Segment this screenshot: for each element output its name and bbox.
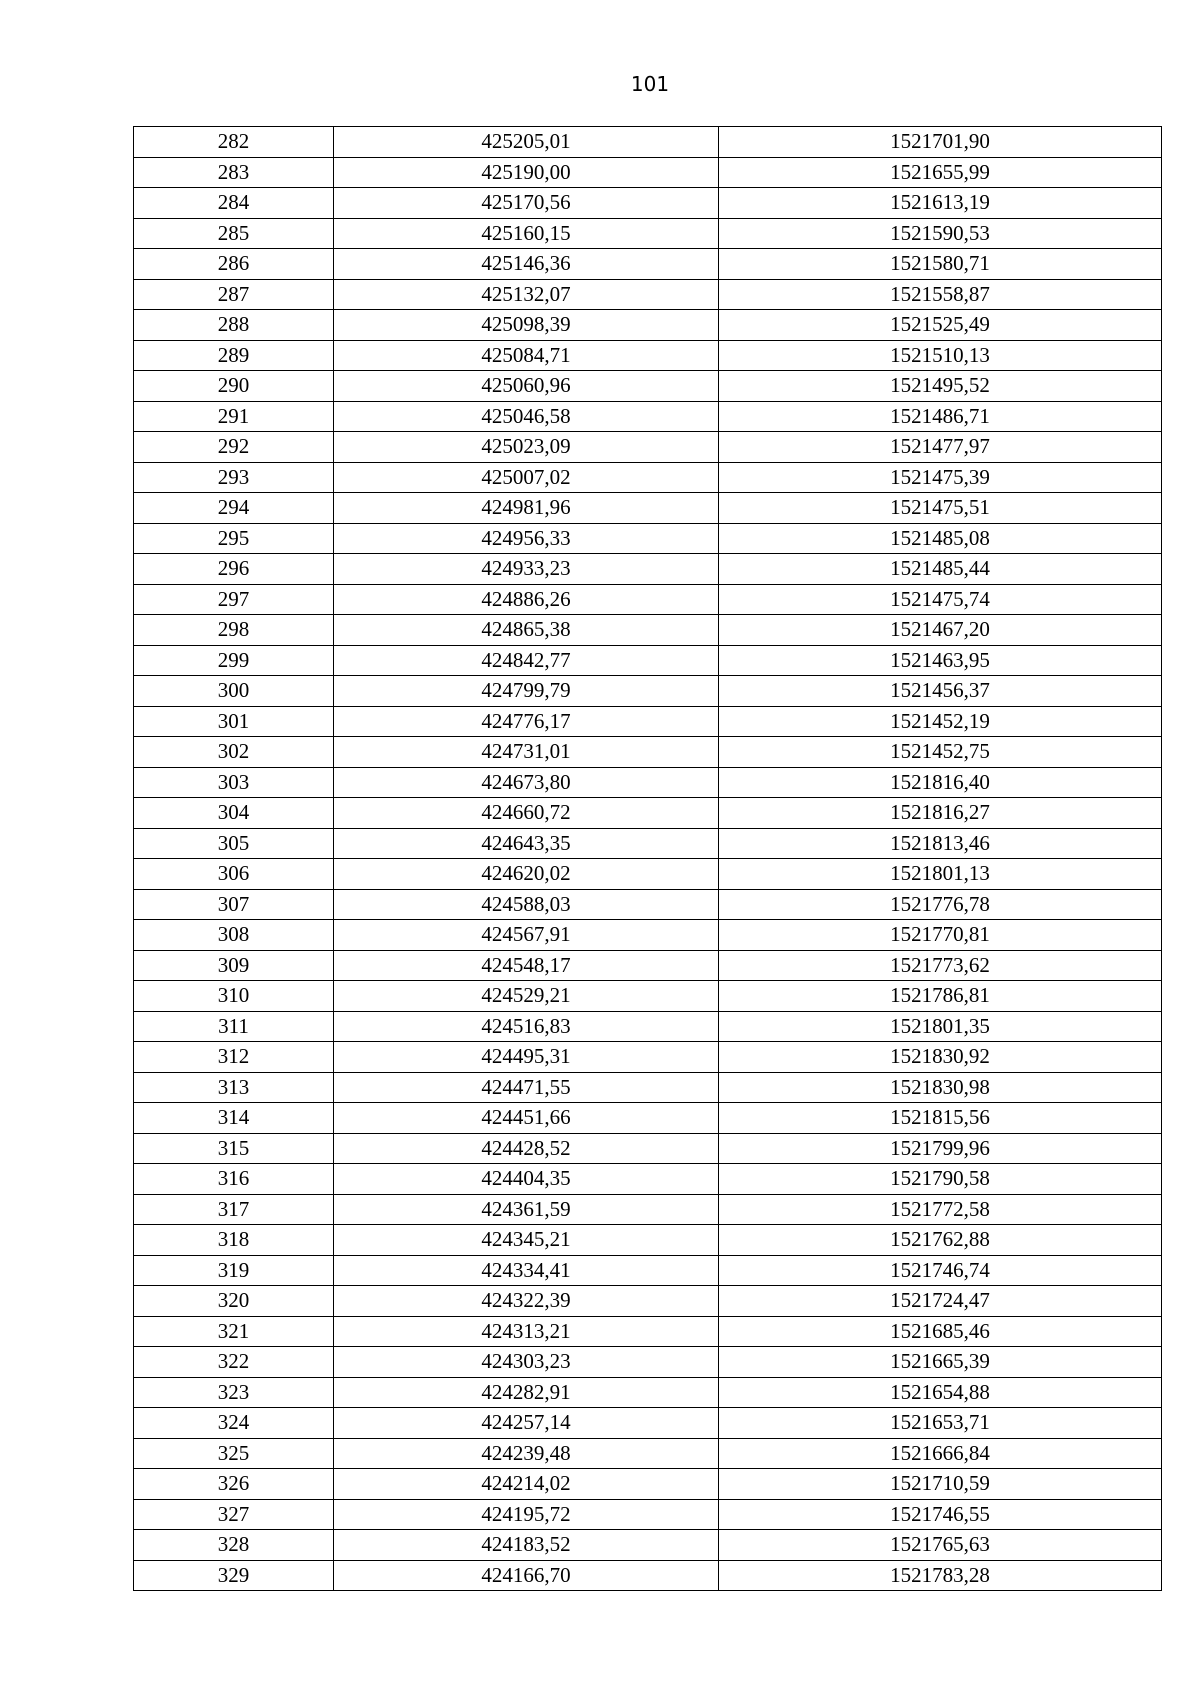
point-number-cell: 327 <box>134 1499 334 1530</box>
y-coordinate-cell: 1521475,74 <box>719 584 1162 615</box>
y-coordinate-cell: 1521813,46 <box>719 828 1162 859</box>
y-coordinate-cell: 1521463,95 <box>719 645 1162 676</box>
y-coordinate-cell: 1521666,84 <box>719 1438 1162 1469</box>
y-coordinate-cell: 1521776,78 <box>719 889 1162 920</box>
x-coordinate-cell: 425046,58 <box>334 401 719 432</box>
table-row <box>134 1103 1162 1134</box>
point-number-cell: 284 <box>134 188 334 219</box>
table-row <box>134 737 1162 768</box>
table-row <box>134 127 1162 158</box>
y-coordinate-cell: 1521773,62 <box>719 950 1162 981</box>
point-number-cell: 282 <box>134 127 334 158</box>
table-row <box>134 1225 1162 1256</box>
point-number-cell: 328 <box>134 1530 334 1561</box>
y-coordinate-cell: 1521665,39 <box>719 1347 1162 1378</box>
point-number-cell: 298 <box>134 615 334 646</box>
y-coordinate-cell: 1521746,74 <box>719 1255 1162 1286</box>
x-coordinate-cell: 424673,80 <box>334 767 719 798</box>
x-coordinate-cell: 424516,83 <box>334 1011 719 1042</box>
point-number-cell: 307 <box>134 889 334 920</box>
point-number-cell: 316 <box>134 1164 334 1195</box>
point-number-cell: 326 <box>134 1469 334 1500</box>
point-number-cell: 318 <box>134 1225 334 1256</box>
x-coordinate-cell: 424842,77 <box>334 645 719 676</box>
y-coordinate-cell: 1521772,58 <box>719 1194 1162 1225</box>
point-number-cell: 297 <box>134 584 334 615</box>
table-row <box>134 1042 1162 1073</box>
coordinates-table <box>133 126 1162 1591</box>
page-number: 101 <box>630 72 670 96</box>
table-row <box>134 1164 1162 1195</box>
x-coordinate-cell: 424303,23 <box>334 1347 719 1378</box>
y-coordinate-cell: 1521746,55 <box>719 1499 1162 1530</box>
y-coordinate-cell: 1521815,56 <box>719 1103 1162 1134</box>
y-coordinate-cell: 1521830,92 <box>719 1042 1162 1073</box>
y-coordinate-cell: 1521475,39 <box>719 462 1162 493</box>
x-coordinate-cell: 424799,79 <box>334 676 719 707</box>
y-coordinate-cell: 1521801,13 <box>719 859 1162 890</box>
table-row <box>134 828 1162 859</box>
x-coordinate-cell: 424981,96 <box>334 493 719 524</box>
point-number-cell: 285 <box>134 218 334 249</box>
y-coordinate-cell: 1521799,96 <box>719 1133 1162 1164</box>
point-number-cell: 304 <box>134 798 334 829</box>
point-number-cell: 292 <box>134 432 334 463</box>
x-coordinate-cell: 424776,17 <box>334 706 719 737</box>
x-coordinate-cell: 424195,72 <box>334 1499 719 1530</box>
point-number-cell: 324 <box>134 1408 334 1439</box>
x-coordinate-cell: 425007,02 <box>334 462 719 493</box>
point-number-cell: 306 <box>134 859 334 890</box>
table-row <box>134 462 1162 493</box>
y-coordinate-cell: 1521765,63 <box>719 1530 1162 1561</box>
point-number-cell: 294 <box>134 493 334 524</box>
table-row <box>134 981 1162 1012</box>
table-row <box>134 706 1162 737</box>
x-coordinate-cell: 424886,26 <box>334 584 719 615</box>
table-row <box>134 1560 1162 1591</box>
y-coordinate-cell: 1521456,37 <box>719 676 1162 707</box>
table-row <box>134 340 1162 371</box>
x-coordinate-cell: 424282,91 <box>334 1377 719 1408</box>
x-coordinate-cell: 425084,71 <box>334 340 719 371</box>
y-coordinate-cell: 1521580,71 <box>719 249 1162 280</box>
point-number-cell: 302 <box>134 737 334 768</box>
table-row <box>134 676 1162 707</box>
point-number-cell: 288 <box>134 310 334 341</box>
point-number-cell: 319 <box>134 1255 334 1286</box>
x-coordinate-cell: 424660,72 <box>334 798 719 829</box>
x-coordinate-cell: 424865,38 <box>334 615 719 646</box>
y-coordinate-cell: 1521653,71 <box>719 1408 1162 1439</box>
y-coordinate-cell: 1521830,98 <box>719 1072 1162 1103</box>
table-row <box>134 920 1162 951</box>
table-row <box>134 859 1162 890</box>
point-number-cell: 314 <box>134 1103 334 1134</box>
point-number-cell: 287 <box>134 279 334 310</box>
point-number-cell: 286 <box>134 249 334 280</box>
x-coordinate-cell: 425190,00 <box>334 157 719 188</box>
point-number-cell: 315 <box>134 1133 334 1164</box>
point-number-cell: 320 <box>134 1286 334 1317</box>
x-coordinate-cell: 425170,56 <box>334 188 719 219</box>
point-number-cell: 299 <box>134 645 334 676</box>
y-coordinate-cell: 1521467,20 <box>719 615 1162 646</box>
table-row <box>134 1194 1162 1225</box>
y-coordinate-cell: 1521475,51 <box>719 493 1162 524</box>
y-coordinate-cell: 1521477,97 <box>719 432 1162 463</box>
y-coordinate-cell: 1521816,27 <box>719 798 1162 829</box>
y-coordinate-cell: 1521485,44 <box>719 554 1162 585</box>
x-coordinate-cell: 424529,21 <box>334 981 719 1012</box>
x-coordinate-cell: 424183,52 <box>334 1530 719 1561</box>
y-coordinate-cell: 1521510,13 <box>719 340 1162 371</box>
y-coordinate-cell: 1521783,28 <box>719 1560 1162 1591</box>
table-row <box>134 493 1162 524</box>
point-number-cell: 308 <box>134 920 334 951</box>
x-coordinate-cell: 424322,39 <box>334 1286 719 1317</box>
point-number-cell: 283 <box>134 157 334 188</box>
point-number-cell: 296 <box>134 554 334 585</box>
table-row <box>134 523 1162 554</box>
point-number-cell: 311 <box>134 1011 334 1042</box>
table-row <box>134 1347 1162 1378</box>
y-coordinate-cell: 1521486,71 <box>719 401 1162 432</box>
table-row <box>134 767 1162 798</box>
table-row <box>134 798 1162 829</box>
point-number-cell: 329 <box>134 1560 334 1591</box>
table-row <box>134 645 1162 676</box>
table-row <box>134 615 1162 646</box>
x-coordinate-cell: 424620,02 <box>334 859 719 890</box>
x-coordinate-cell: 425205,01 <box>334 127 719 158</box>
table-row <box>134 188 1162 219</box>
x-coordinate-cell: 424404,35 <box>334 1164 719 1195</box>
y-coordinate-cell: 1521485,08 <box>719 523 1162 554</box>
x-coordinate-cell: 424567,91 <box>334 920 719 951</box>
point-number-cell: 300 <box>134 676 334 707</box>
y-coordinate-cell: 1521654,88 <box>719 1377 1162 1408</box>
table-row <box>134 1530 1162 1561</box>
x-coordinate-cell: 425098,39 <box>334 310 719 341</box>
y-coordinate-cell: 1521762,88 <box>719 1225 1162 1256</box>
coordinates-table-body <box>134 127 1162 1591</box>
table-row <box>134 1255 1162 1286</box>
point-number-cell: 293 <box>134 462 334 493</box>
table-row <box>134 157 1162 188</box>
x-coordinate-cell: 424643,35 <box>334 828 719 859</box>
table-row <box>134 432 1162 463</box>
x-coordinate-cell: 424495,31 <box>334 1042 719 1073</box>
x-coordinate-cell: 425160,15 <box>334 218 719 249</box>
table-row <box>134 1377 1162 1408</box>
x-coordinate-cell: 424334,41 <box>334 1255 719 1286</box>
point-number-cell: 313 <box>134 1072 334 1103</box>
table-row <box>134 1408 1162 1439</box>
table-row <box>134 1286 1162 1317</box>
point-number-cell: 291 <box>134 401 334 432</box>
x-coordinate-cell: 425060,96 <box>334 371 719 402</box>
point-number-cell: 310 <box>134 981 334 1012</box>
y-coordinate-cell: 1521770,81 <box>719 920 1162 951</box>
x-coordinate-cell: 425146,36 <box>334 249 719 280</box>
point-number-cell: 305 <box>134 828 334 859</box>
y-coordinate-cell: 1521710,59 <box>719 1469 1162 1500</box>
x-coordinate-cell: 424588,03 <box>334 889 719 920</box>
x-coordinate-cell: 424451,66 <box>334 1103 719 1134</box>
point-number-cell: 303 <box>134 767 334 798</box>
y-coordinate-cell: 1521452,75 <box>719 737 1162 768</box>
point-number-cell: 289 <box>134 340 334 371</box>
y-coordinate-cell: 1521685,46 <box>719 1316 1162 1347</box>
table-row <box>134 1499 1162 1530</box>
y-coordinate-cell: 1521525,49 <box>719 310 1162 341</box>
y-coordinate-cell: 1521558,87 <box>719 279 1162 310</box>
x-coordinate-cell: 424956,33 <box>334 523 719 554</box>
x-coordinate-cell: 424428,52 <box>334 1133 719 1164</box>
table-row <box>134 584 1162 615</box>
point-number-cell: 301 <box>134 706 334 737</box>
table-row <box>134 249 1162 280</box>
x-coordinate-cell: 424313,21 <box>334 1316 719 1347</box>
table-row <box>134 279 1162 310</box>
point-number-cell: 295 <box>134 523 334 554</box>
x-coordinate-cell: 424933,23 <box>334 554 719 585</box>
y-coordinate-cell: 1521613,19 <box>719 188 1162 219</box>
y-coordinate-cell: 1521724,47 <box>719 1286 1162 1317</box>
y-coordinate-cell: 1521590,53 <box>719 218 1162 249</box>
x-coordinate-cell: 424471,55 <box>334 1072 719 1103</box>
point-number-cell: 325 <box>134 1438 334 1469</box>
y-coordinate-cell: 1521801,35 <box>719 1011 1162 1042</box>
y-coordinate-cell: 1521816,40 <box>719 767 1162 798</box>
point-number-cell: 317 <box>134 1194 334 1225</box>
table-row <box>134 371 1162 402</box>
y-coordinate-cell: 1521790,58 <box>719 1164 1162 1195</box>
table-row <box>134 889 1162 920</box>
point-number-cell: 321 <box>134 1316 334 1347</box>
y-coordinate-cell: 1521452,19 <box>719 706 1162 737</box>
table-row <box>134 218 1162 249</box>
point-number-cell: 312 <box>134 1042 334 1073</box>
x-coordinate-cell: 425023,09 <box>334 432 719 463</box>
x-coordinate-cell: 424166,70 <box>334 1560 719 1591</box>
table-row <box>134 310 1162 341</box>
x-coordinate-cell: 424214,02 <box>334 1469 719 1500</box>
x-coordinate-cell: 425132,07 <box>334 279 719 310</box>
x-coordinate-cell: 424731,01 <box>334 737 719 768</box>
table-row <box>134 554 1162 585</box>
table-row <box>134 1133 1162 1164</box>
x-coordinate-cell: 424257,14 <box>334 1408 719 1439</box>
point-number-cell: 290 <box>134 371 334 402</box>
table-row <box>134 1469 1162 1500</box>
table-row <box>134 401 1162 432</box>
x-coordinate-cell: 424239,48 <box>334 1438 719 1469</box>
x-coordinate-cell: 424548,17 <box>334 950 719 981</box>
y-coordinate-cell: 1521655,99 <box>719 157 1162 188</box>
point-number-cell: 322 <box>134 1347 334 1378</box>
table-row <box>134 1316 1162 1347</box>
table-row <box>134 950 1162 981</box>
table-row <box>134 1011 1162 1042</box>
point-number-cell: 323 <box>134 1377 334 1408</box>
x-coordinate-cell: 424345,21 <box>334 1225 719 1256</box>
x-coordinate-cell: 424361,59 <box>334 1194 719 1225</box>
y-coordinate-cell: 1521495,52 <box>719 371 1162 402</box>
y-coordinate-cell: 1521786,81 <box>719 981 1162 1012</box>
table-row <box>134 1072 1162 1103</box>
point-number-cell: 309 <box>134 950 334 981</box>
table-row <box>134 1438 1162 1469</box>
y-coordinate-cell: 1521701,90 <box>719 127 1162 158</box>
